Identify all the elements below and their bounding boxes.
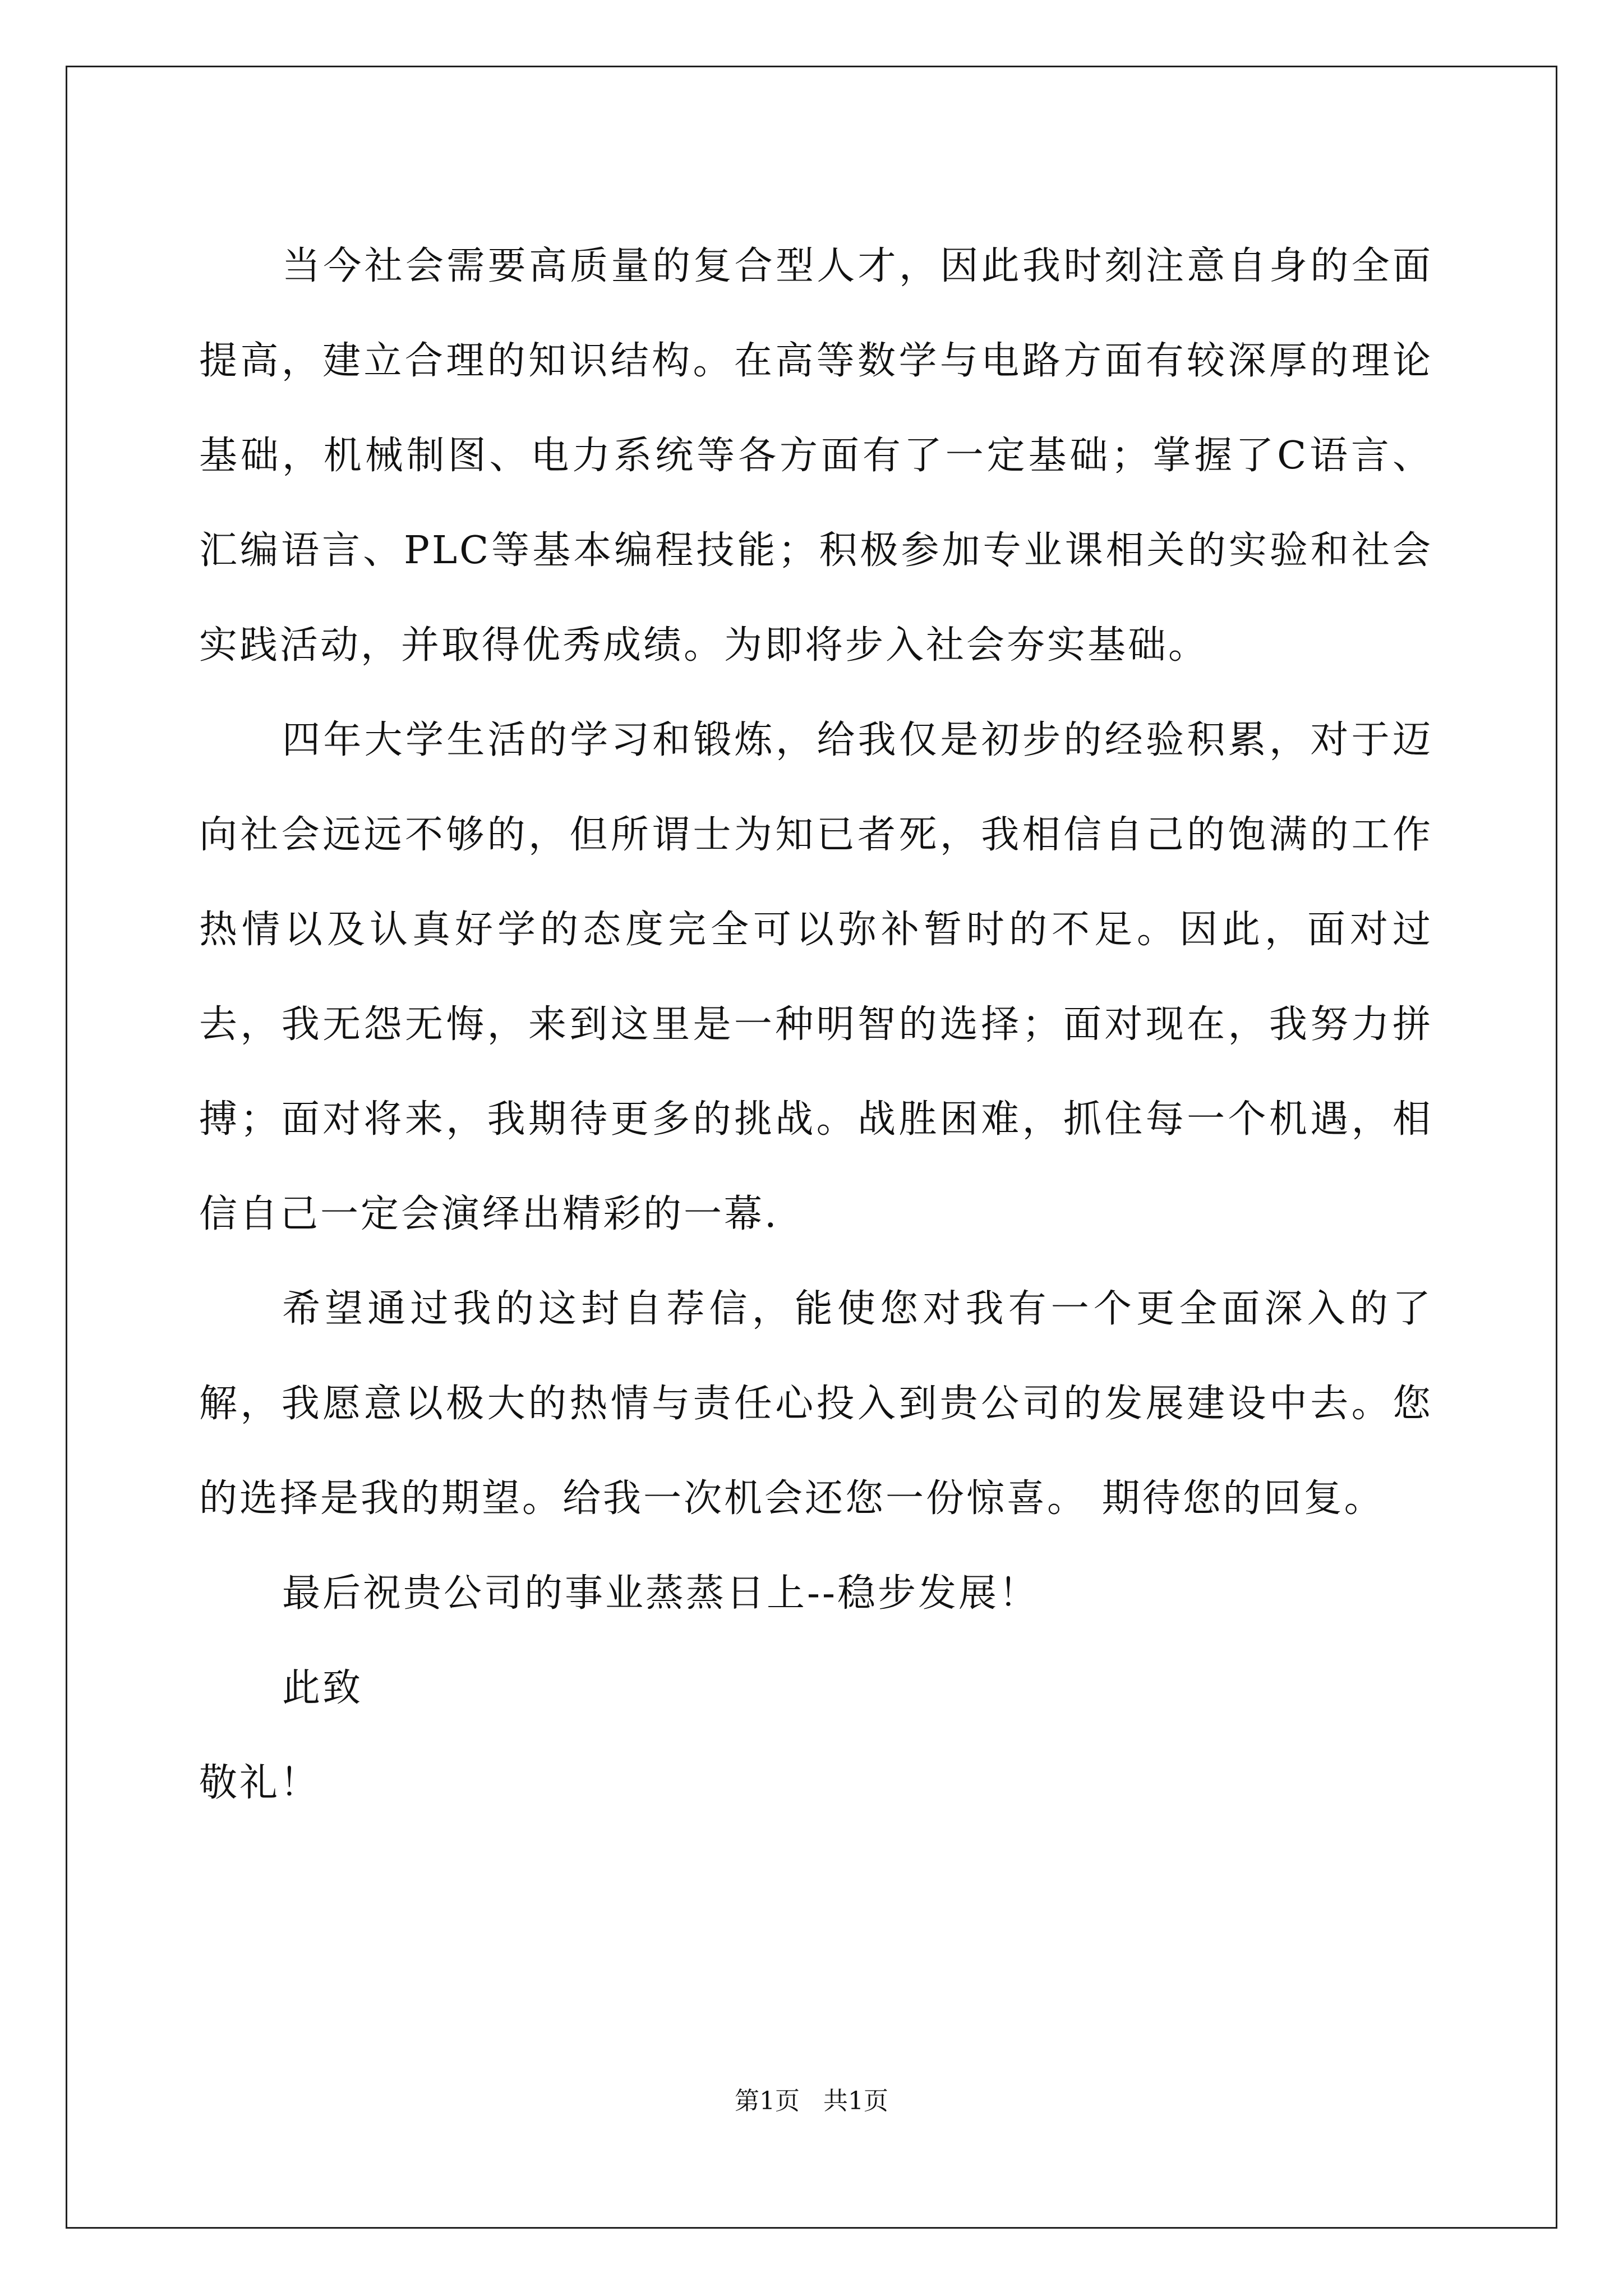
paragraph-experience: 四年大学生活的学习和锻炼，给我仅是初步的经验积累，对于迈向社会远远不够的，但所谓士为知已者死，我相信自己的饱满的工作热情以及认真好学的态度完全可以弥补暂时的不足。因此，面对过去，我无怨无悔，来到这里是一种明智的选择；面对现在，我努力拼搏；面对将来，我期待更多的挑战。战胜困难，抓住每一个机遇，相信自己一定会演绎出精彩的一幕. (199, 718, 1433, 1236)
letter-body (199, 219, 1433, 1830)
salutation: 敬礼！ (199, 1761, 321, 1805)
paragraph-skills: 当今社会需要高质量的复合型人才，因此我时刻注意自身的全面提高，建立合理的知识结构。在高等数学与电路方面有较深厚的理论基础，机械制图、电力系统等各方面有了一定基础；掌握了C语言、汇编语言、PLC等基本编程技能；积极参加专业课相关的实验和社会实践活动，并取得优秀成绩。为即将步入社会夯实基础。 (199, 244, 1433, 668)
paragraph-wishes: 最后祝贵公司的事业蒸蒸日上--稳步发展！ (282, 1571, 1039, 1616)
page-number-footer: 第1页 共1页 (735, 2087, 888, 2115)
paragraph-hope: 希望通过我的这封自荐信，能使您对我有一个更全面深入的了解，我愿意以极大的热情与责任心投入到贵公司的发展建设中去。您的选择是我的期望。给我一次机会还您一份惊喜。 期待您的回复。 (199, 1287, 1433, 1521)
closing-line: 此致 (282, 1666, 363, 1710)
